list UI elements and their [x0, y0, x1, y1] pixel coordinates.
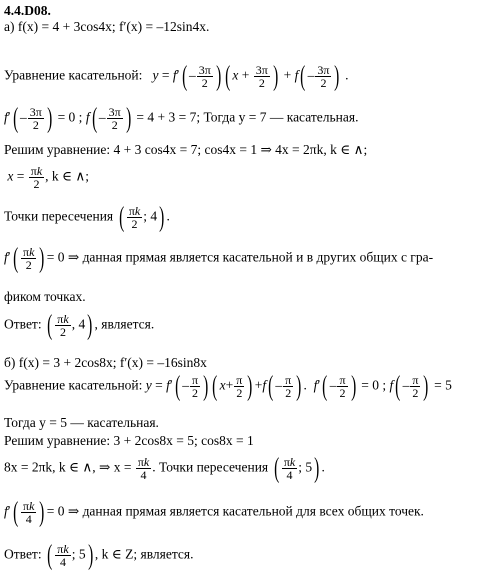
part-a-intersection: Точки пересечения ( $\frac{\pi k}{2}$ ; 4) . [4, 202, 170, 233]
part-b-answer: Ответ: ( $\frac{\pi k}{4}$ ; 5) , k ∈ Z; является. [4, 540, 194, 571]
part-a-x-solution: x = $\frac{\pi k}{2}$ , k ∈ ∧; [7, 164, 90, 191]
part-a-answer: Ответ: ( $\frac{\pi k}{2}$ , 4) , является. [4, 310, 155, 341]
part-a-conclusion-line2: фиком точках. [4, 289, 86, 304]
part-a-tangent-equation: Уравнение касательной: y = f′( – $\frac{3\pi}{2}$ ) ( x + $\frac{3\pi}{2}$ ) + f( – $\frac{3\pi}{2}$ ) . [4, 61, 349, 92]
part-a-tangent-values: f′( – $\frac{3\pi}{2}$ ) = 0 ; f( – $\frac{3\pi}{2}$ ) = 4 + 3 = 7; Тогда y = 7 — касательная. [4, 103, 359, 134]
part-b-function: б) f(x) = 3 + 2cos8x; f′(x) = –16sin8x [4, 355, 207, 370]
part-a-solve: Решим уравнение: 4 + 3 cos4x = 7; cos4x = 1 ⇒ 4x = 2πk, k ∈ ∧; [4, 142, 368, 157]
part-b-conclusion: f′( $\frac{\pi k}{4}$ ) = 0 ⇒ данная прямая является касательной для всех общих точек. [4, 497, 424, 528]
part-b-tangent-equation: Уравнение касательной: y = f′( – $\frac{\pi}{2}$ ) ( x+ $\frac{\pi}{2}$ ) +f( – $\frac{\pi}{2}$ ) . f′( – $\frac{\pi}{2}$ ) = 0 ; f( – $\frac{\pi}{2}$ ) = 5 [4, 371, 452, 402]
tangent-label: Уравнение касательной: [4, 67, 143, 83]
problem-header: 4.4.D08. [4, 3, 51, 18]
part-a-function: а) f(x) = 4 + 3cos4x; f′(x) = –12sin4x. [4, 19, 210, 34]
part-b-x-solution: 8x = 2πk, k ∈ ∧, ⇒ x = $\frac{\pi k}{4}$ . Точки пересечения ( $\frac{\pi k}{4}$ ; 5) . [4, 453, 325, 484]
part-b-solve: Решим уравнение: 3 + 2cos8x = 5; cos8x = 1 [4, 433, 254, 448]
part-b-then: Тогда y = 5 — касательная. [4, 415, 159, 430]
part-a-conclusion: f′( $\frac{\pi k}{2}$ ) = 0 ⇒ данная прямая является касательной и в других общих с гра- [4, 243, 434, 274]
